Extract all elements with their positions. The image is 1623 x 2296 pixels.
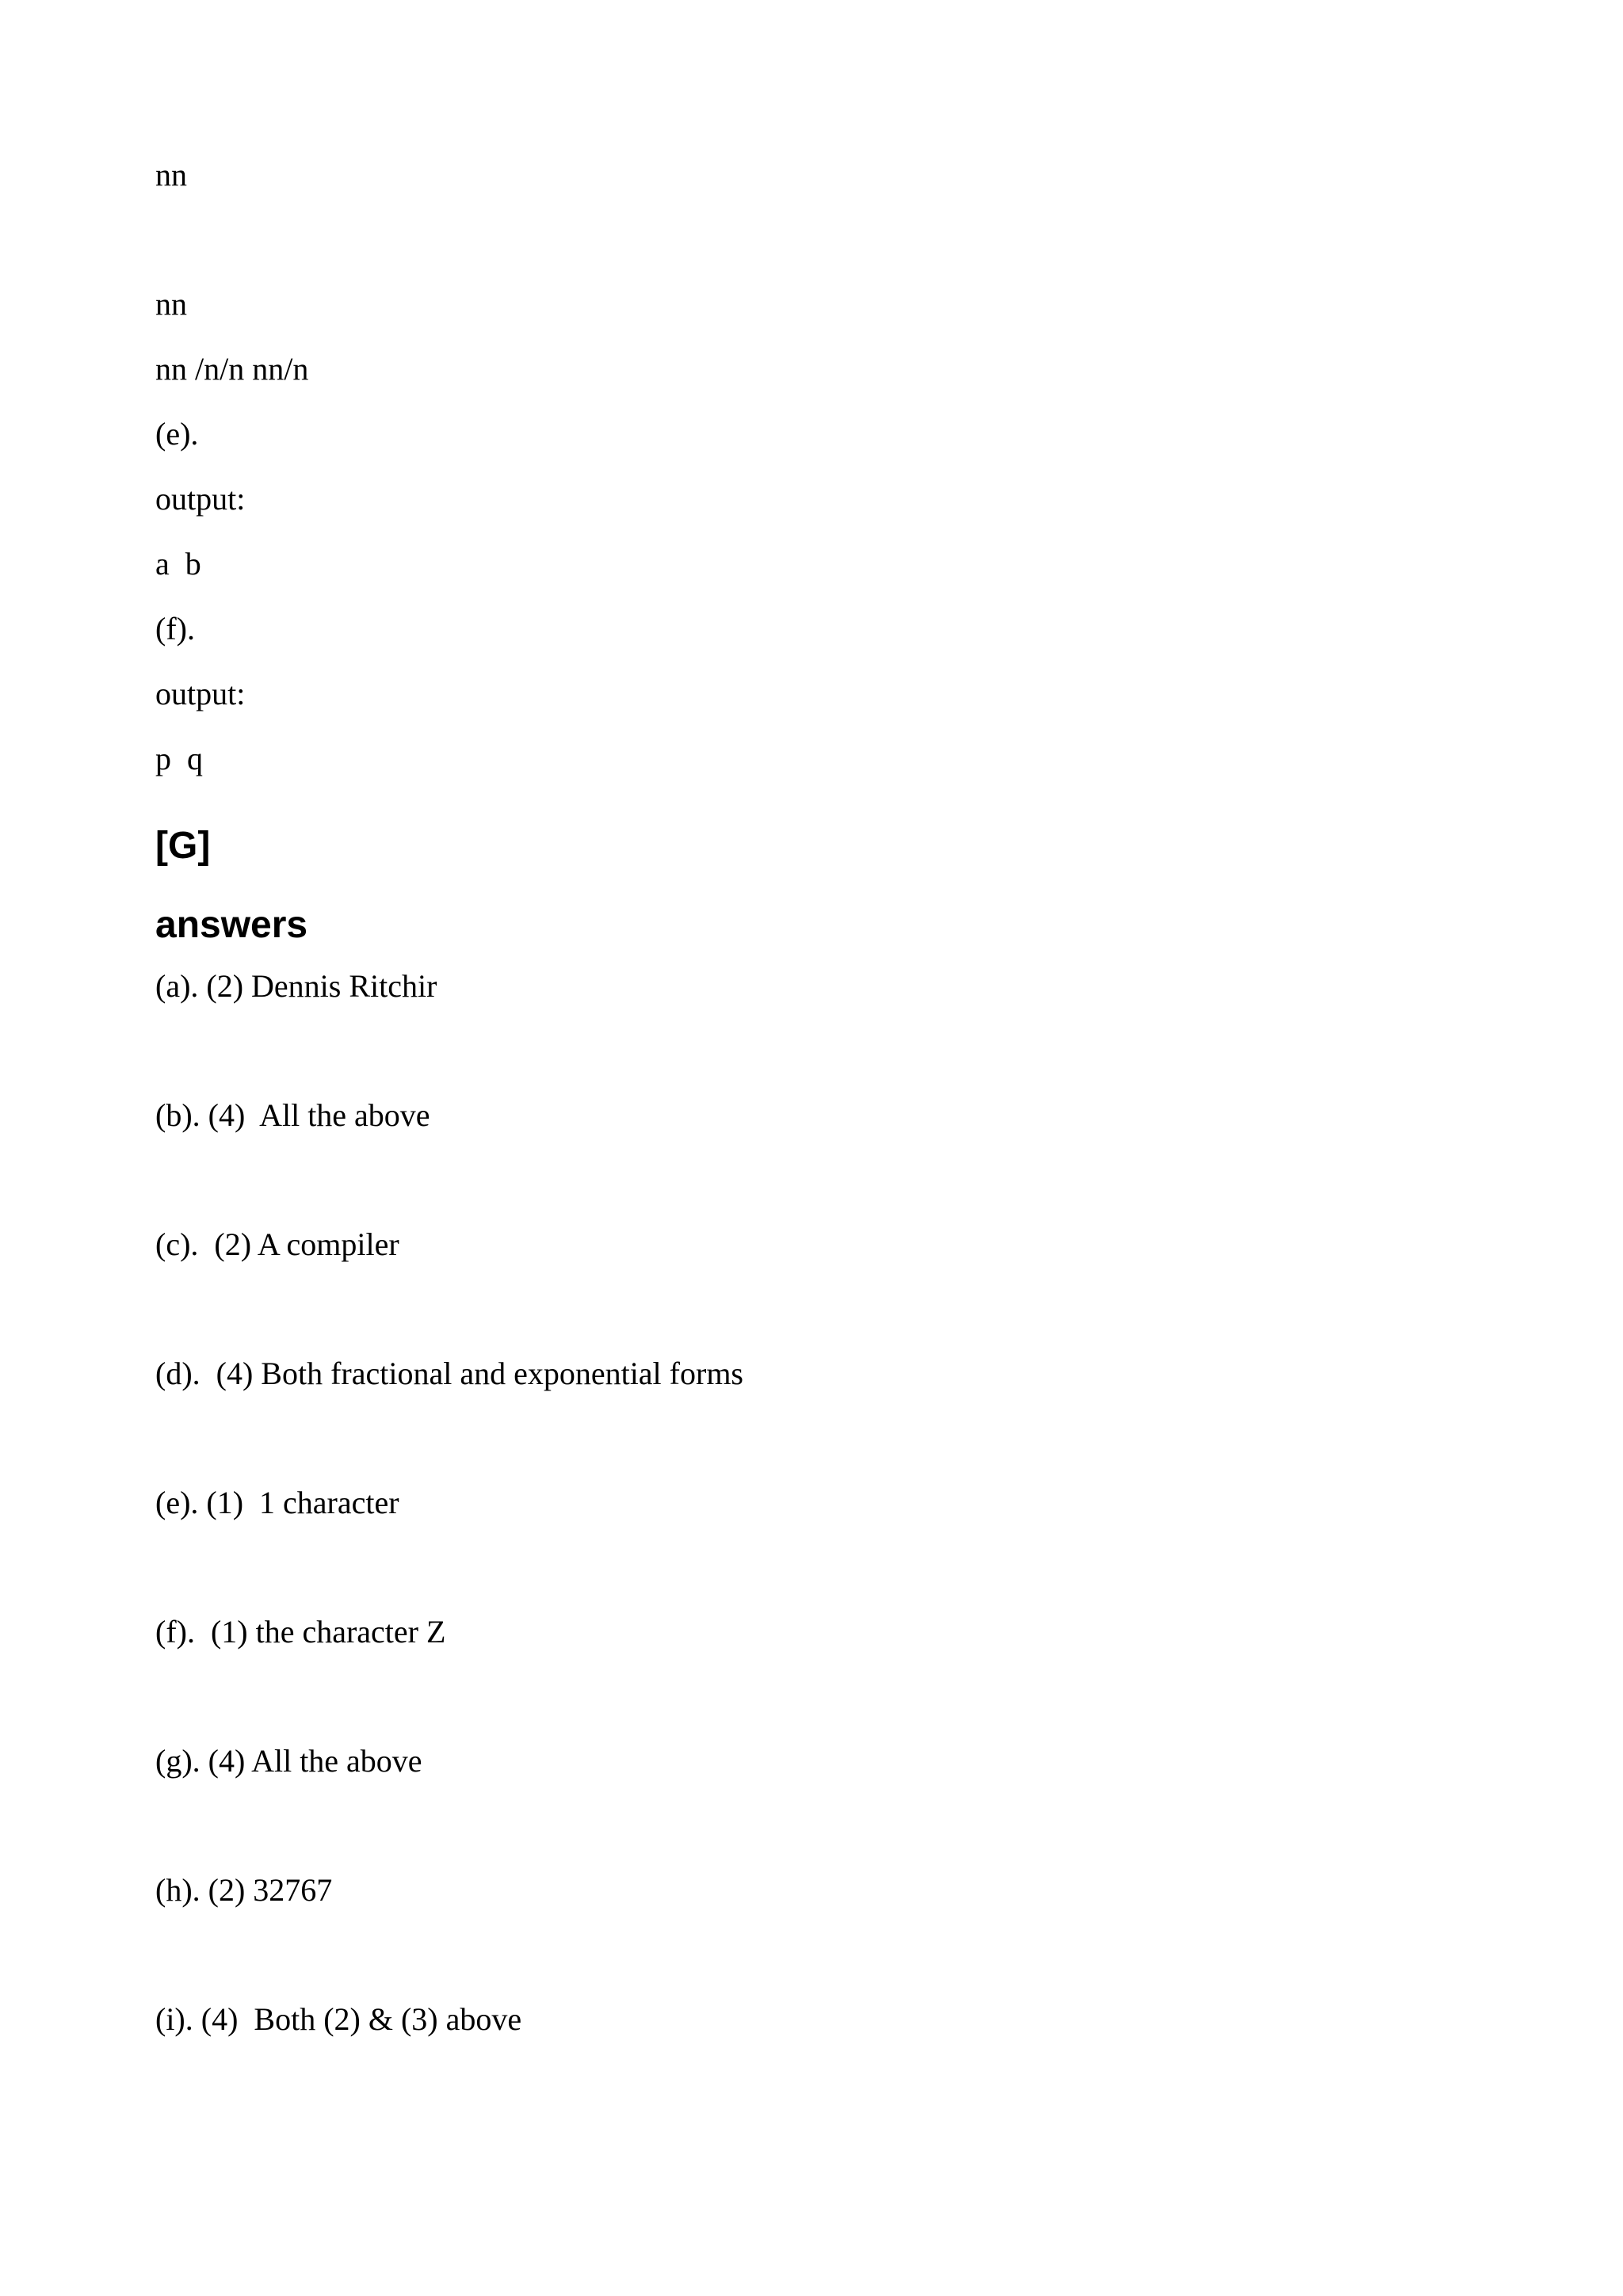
text-line-e-label: (e). bbox=[155, 416, 199, 452]
text-line-output-2: output: bbox=[155, 676, 246, 711]
text-line-nn-escapes: nn /n/n nn/n bbox=[155, 351, 309, 387]
answer-i: (i). (4) Both (2) & (3) above bbox=[155, 2001, 522, 2037]
text-line-a-b: a b bbox=[155, 546, 201, 582]
text-line-nn-1: nn bbox=[155, 157, 187, 193]
text-line-nn-2: nn bbox=[155, 286, 187, 322]
section-title: answers bbox=[155, 904, 308, 946]
answer-a: (a). (2) Dennis Ritchir bbox=[155, 968, 437, 1004]
answer-h: (h). (2) 32767 bbox=[155, 1872, 333, 1908]
answer-g: (g). (4) All the above bbox=[155, 1743, 422, 1779]
answer-f: (f). (1) the character Z bbox=[155, 1614, 446, 1650]
text-line-p-q: p q bbox=[155, 741, 203, 776]
section-label: [G] bbox=[155, 825, 211, 867]
answer-e: (e). (1) 1 character bbox=[155, 1485, 399, 1520]
text-line-f-label: (f). bbox=[155, 611, 195, 646]
answer-d: (d). (4) Both fractional and exponential forms bbox=[155, 1356, 743, 1391]
text-line-output-1: output: bbox=[155, 481, 246, 517]
answer-c: (c). (2) A compiler bbox=[155, 1226, 399, 1262]
answer-b: (b). (4) All the above bbox=[155, 1097, 430, 1133]
